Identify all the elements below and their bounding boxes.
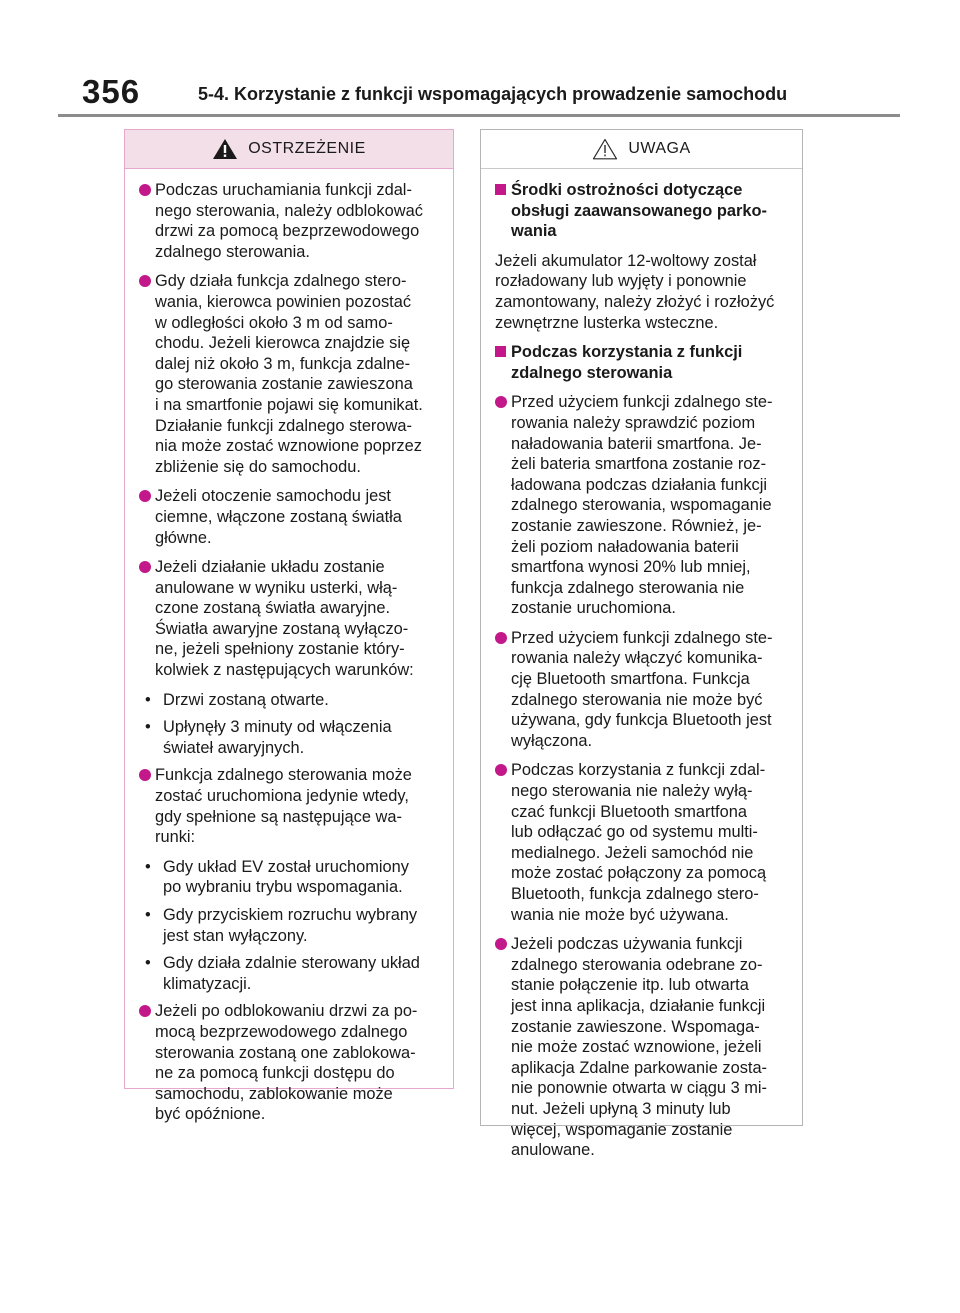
text-line: po wybraniu trybu wspomagania. [163,878,403,897]
notice-header [481,130,802,169]
bullet-dot-icon [139,769,151,781]
bullet-dot-icon [495,396,507,408]
bullet-dot-icon [139,1005,151,1017]
text-line: Podczas uruchamiania funkcji zdal- [155,181,412,199]
text-line: żeli poziom naładowania baterii [511,537,739,556]
text-line: zostać uruchomiona jedynie wtedy, [155,787,409,806]
text-line: Podczas korzystania z funkcji zdal- [511,761,766,780]
text-line: Bluetooth, funkcja zdalnego stero- [511,885,759,903]
text-line: zdalnego sterowania nie może być [511,690,763,709]
text-line: Przed użyciem funkcji zdalnego ste- [511,628,773,647]
text-line: czać funkcji Bluetooth smartfona [511,802,747,821]
bullet-dot-icon [139,561,151,573]
text-line: rowania należy sprawdzić poziom [511,413,756,432]
text-line: anulowane. [511,1141,595,1160]
sub-bullet-item [139,717,443,758]
warning-header [125,130,453,169]
text-line: samochodu, zablokowanie może [155,1084,393,1103]
text-line: używana, gdy funkcja Bluetooth jest [511,711,772,730]
text-line: zostanie uruchomiona. [511,599,676,618]
text-line: kolwiek z następujących warunków: [155,661,414,680]
bullet-item [495,628,792,752]
text-line: więcej, wspomaganie zostanie [511,1120,733,1139]
text-line: wania nie może być używana. [511,905,729,924]
text-line: nie może zostać wznowione, jeżeli [511,1038,762,1057]
text-line: stanie połączenie itp. lub otwarta [511,976,749,995]
text-line: rozładowany lub wyjęty i ponownie [495,272,747,291]
text-line: Gdy działa zdalnie sterowany układ [163,954,420,973]
text-line: anulowane w wyniku usterki, włą- [155,578,398,597]
text-line: jest inna aplikacja, działanie funkcji [511,996,766,1015]
text-line: czone zostaną światła awaryjne. [155,599,391,618]
text-line: mocą bezprzewodowego zdalnego [155,1022,408,1041]
text-line: gdy spełnione są następujące wa- [155,807,402,826]
text-line: Podczas korzystania z funkcji [511,343,743,362]
text-line: Gdy przyciskiem rozruchu wybrany [163,906,418,924]
bullet-item [495,760,792,925]
sub-bullet-item [139,953,443,994]
bullet-item [495,392,792,619]
text-line: dalej niż około 3 m, funkcja zdalne- [155,354,411,373]
text-line: żeli bateria smartfona zostanie roz- [511,455,767,474]
text-line: ne za pomocą funkcji dostępu do [155,1064,395,1083]
bullet-dot-icon [139,275,151,287]
text-line: cję Bluetooth smartfona. Funkcja [511,670,750,689]
bullet-item [139,557,443,681]
text-line: wania, kierowca powinien pozostać [155,292,412,311]
bullet-item [139,486,443,548]
text-line: Światła awaryjne zostaną wyłączo- [155,619,409,638]
sub-bullet-item [139,857,443,898]
warning-outline-icon [592,138,618,160]
text-line: Jeżeli akumulator 12-woltowy został [495,251,757,270]
bullet-item [139,1001,443,1125]
text-line: zostanie zawieszone. Wspomaga- [511,1017,760,1036]
bullet-item [139,180,443,262]
text-line: świateł awaryjnych. [163,738,305,757]
text-line: Gdy działa funkcja zdalnego stero- [155,272,407,291]
notice-box [480,129,803,1160]
text-line: ne, jeżeli spełniony zostanie który- [155,640,405,659]
text-line: ładowana podczas działania funkcji [511,475,768,494]
text-line: funkcja zdalnego sterowania nie [511,578,745,597]
text-line: zdalnego sterowania odebrane zo- [511,955,763,974]
bullet-item [139,765,443,847]
text-line: ciemne, włączone zostaną światła [155,507,402,526]
text-line: Przed użyciem funkcji zdalnego ste- [511,393,773,412]
text-line: zostanie zawieszone. Również, je- [511,516,762,535]
sub-bullet-item [139,690,443,711]
text-line: wania [511,222,557,241]
page-number: 356 [82,73,141,110]
text-line: wyłączona. [511,731,593,750]
text-line: smartfona wynosi 20% lub mniej, [511,558,751,577]
text-line: nego sterowania nie należy wyłą- [511,782,753,801]
text-line: zdalnego sterowania [511,363,673,382]
paragraph [495,251,792,333]
notice-title: UWAGA [628,140,691,157]
text-line: medialnego. Jeżeli samochód nie [511,843,754,862]
text-line: nego sterowania, należy odblokować [155,201,423,220]
text-line: może zostać połączony za pomocą [511,864,767,883]
sub-bullet-dot-icon: • [145,718,151,737]
sub-bullet-dot-icon: • [145,906,151,924]
text-line: być opóźnione. [155,1105,266,1124]
bullet-item [139,271,443,477]
text-line: Jeżeli działanie układu zostanie [155,558,385,577]
warning-content [125,169,453,1125]
text-line: główne. [155,528,212,547]
page-header [0,0,960,118]
text-line: Drzwi zostaną otwarte. [163,690,329,709]
bullet-dot-icon [495,632,507,644]
sub-bullet-dot-icon: • [145,954,151,973]
text-line: zamontowany, należy złożyć i rozłożyć [495,292,775,311]
warning-box [124,129,454,1124]
bullet-dot-icon [139,490,151,502]
text-line: Działanie funkcji zdalnego sterowa- [155,416,412,435]
notice-content [481,169,802,1161]
text-line: obsługi zaawansowanego parko- [511,201,767,220]
text-line: lub odłączać go od systemu multi- [511,823,758,842]
text-line: nie ponownie otwarta w ciągu 3 mi- [511,1079,768,1098]
text-line: rowania należy włączyć komunika- [511,649,763,668]
text-line: Jeżeli otoczenie samochodu jest [155,487,391,506]
text-line: nut. Jeżeli upłyną 3 minuty lub [511,1099,731,1118]
text-line: runki: [155,828,196,847]
warning-title: OSTRZEŻENIE [248,140,366,157]
warning-triangle-icon [212,138,238,160]
text-line: drzwi za pomocą bezprzewodowego [155,222,420,241]
section-heading [495,180,792,242]
text-line: nia może zostać wznowione poprzez [155,437,422,456]
text-line: i na smartfonie pojawi się komunikat. [155,395,423,414]
text-line: zdalnego sterowania. [155,242,310,261]
section-heading [495,342,792,383]
bullet-item [495,934,792,1161]
bullet-dot-icon [139,184,151,196]
text-line: klimatyzacji. [163,974,252,993]
text-line: Jeżeli podczas używania funkcji [511,935,743,954]
text-line: sterowania zostaną one zablokowa- [155,1043,416,1062]
text-line: Funkcja zdalnego sterowania może [155,766,412,785]
text-line: chodu. Jeżeli kierowca znajdzie się [155,334,411,353]
section-title: 5-4. Korzystanie z funkcji wspomagających prowadzenie samochodu [198,84,788,104]
text-line: jest stan wyłączony. [163,926,308,945]
text-line: go sterowania zostanie zawieszona [155,375,413,394]
text-line: zdalnego sterowania, wspomaganie [511,496,772,515]
text-line: zewnętrzne lusterka wsteczne. [495,313,719,332]
sub-bullet-dot-icon: • [145,857,151,876]
text-line: Gdy układ EV został uruchomiony [163,857,409,876]
text-line: Upłynęły 3 minuty od włączenia [163,718,392,737]
header-rule [58,114,900,117]
square-marker-icon [495,184,506,195]
sub-bullet-dot-icon: • [145,690,151,709]
text-line: w odległości około 3 m od samo- [155,313,393,332]
sub-bullet-item [139,905,443,946]
text-line: zbliżenie się do samochodu. [155,457,361,476]
text-line: Środki ostrożności dotyczące [511,181,743,199]
square-marker-icon [495,346,506,357]
text-line: Jeżeli po odblokowaniu drzwi za po- [155,1002,418,1021]
text-line: naładowania baterii smartfona. Je- [511,434,762,453]
bullet-dot-icon [495,938,507,950]
text-line: aplikacja Zdalne parkowanie zosta- [511,1058,768,1077]
bullet-dot-icon [495,764,507,776]
